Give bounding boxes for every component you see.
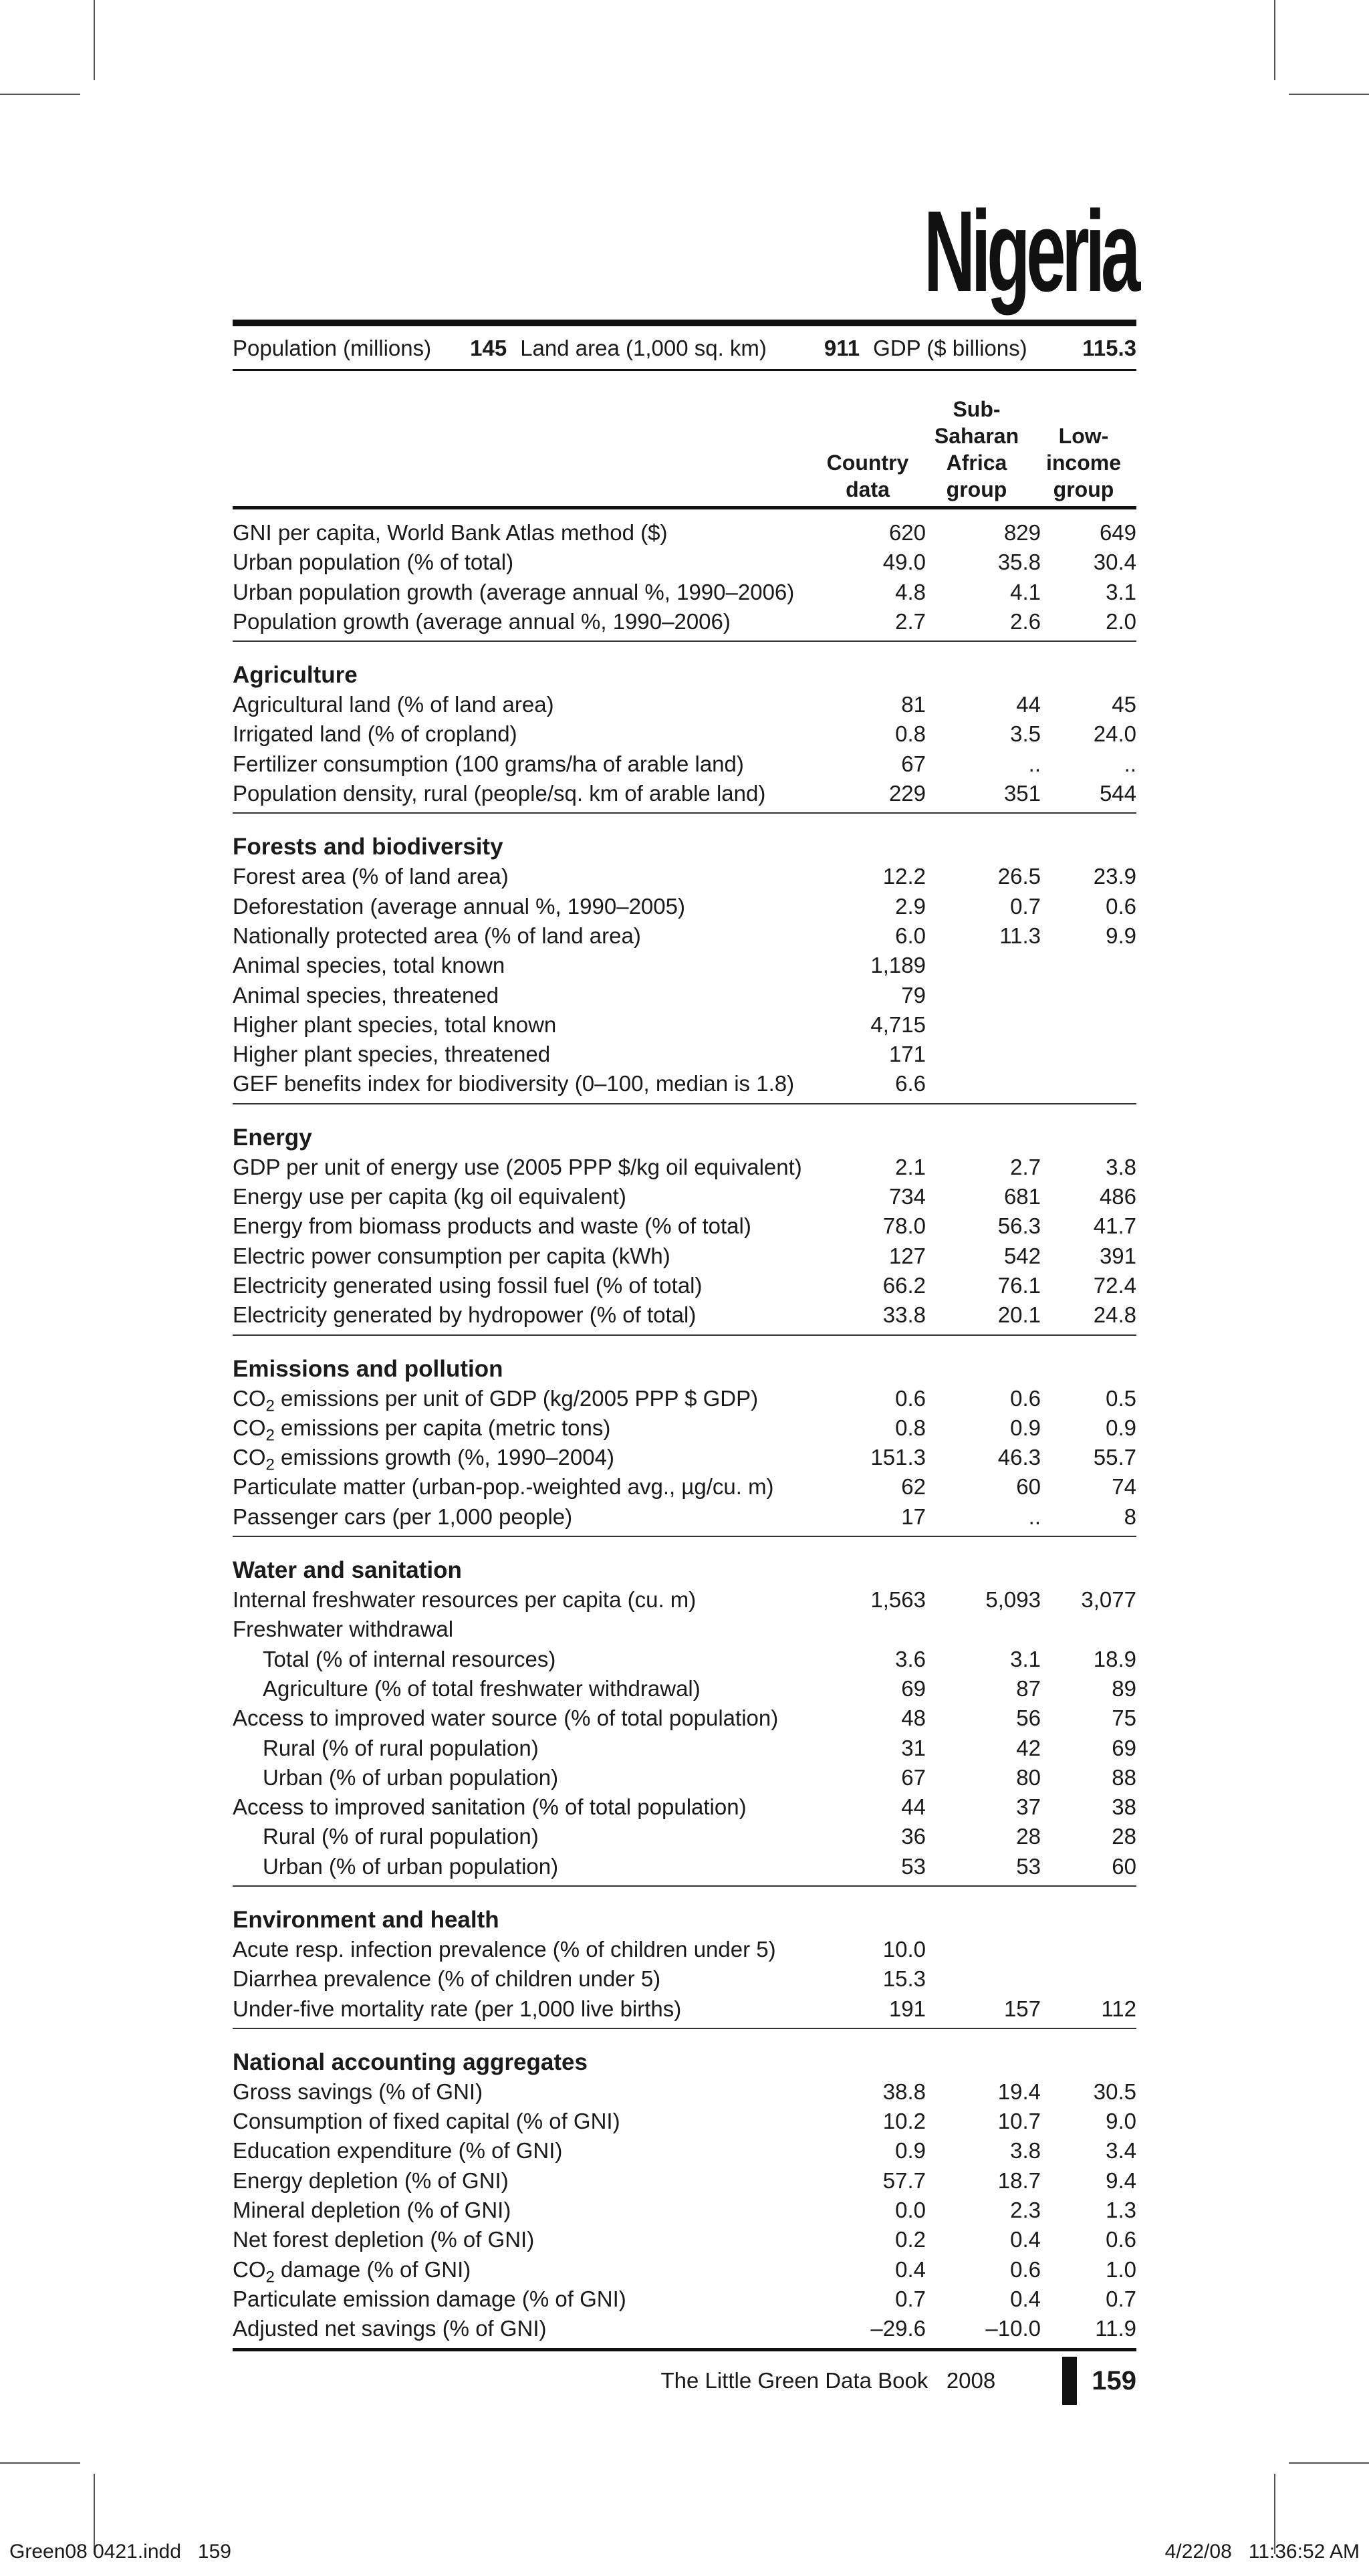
row-label: Energy use per capita (kg oil equivalent) [233, 1184, 626, 1209]
table-row [233, 1153, 1136, 1182]
row-label: Particulate matter (urban-pop.-weighted avg., µg/cu. m) [233, 1474, 774, 1500]
row-label: Mineral depletion (% of GNI) [233, 2198, 511, 2223]
row-value: 66.2 [882, 1272, 926, 1298]
row-value: 15.3 [882, 1966, 926, 1992]
table-row [233, 1645, 1136, 1674]
row-value: 48 [901, 1706, 926, 1731]
row-value: 44 [901, 1794, 926, 1820]
row-value [1041, 951, 1136, 980]
row-label: Agricultural land (% of land area) [233, 692, 554, 717]
table-row [233, 2166, 1136, 2196]
row-value: 57.7 [882, 2168, 926, 2193]
row-label: Education expenditure (% of GNI) [233, 2138, 563, 2163]
table-row [233, 1792, 1136, 1822]
table-row [233, 749, 1136, 779]
table-row [233, 719, 1136, 749]
section-title: Agriculture [233, 662, 358, 689]
row-value: 53 [901, 1853, 926, 1879]
row-value: 112 [1101, 1996, 1136, 2021]
column-header: Low- income group [1045, 424, 1122, 501]
row-value: 0.4 [895, 2256, 926, 2282]
row-label: Agriculture (% of total freshwater withdrawal) [263, 1675, 701, 1701]
page-number: 159 [1092, 2365, 1136, 2395]
row-label: Acute resp. infection prevalence (% of children under 5) [233, 1936, 776, 1962]
row-value: 8 [1124, 1504, 1136, 1529]
row-value [926, 1040, 1041, 1069]
crop-mark [1274, 0, 1275, 80]
row-value: 6.6 [895, 1071, 926, 1096]
row-value: 2.3 [1010, 2198, 1041, 2223]
table-row [233, 2314, 1136, 2343]
row-value [1041, 1069, 1136, 1098]
table-row [233, 1472, 1136, 1502]
row-value: 78.0 [882, 1213, 926, 1239]
row-label: Particulate emission damage (% of GNI) [233, 2286, 626, 2311]
row-value [1041, 1964, 1136, 1994]
row-label: Population growth (average annual %, 1990–2006) [233, 608, 731, 634]
table-row [233, 1994, 1136, 2024]
row-value: 33.8 [882, 1302, 926, 1328]
row-value: 18.7 [997, 2168, 1041, 2193]
row-value [926, 981, 1041, 1010]
summary-rule [233, 369, 1136, 371]
row-label: Irrigated land (% of cropland) [233, 721, 517, 747]
row-value: 67 [901, 751, 926, 776]
table-row [233, 2255, 1136, 2285]
data-table [233, 518, 1136, 2370]
section-title: Forests and biodiversity [233, 834, 503, 860]
row-value: 829 [1003, 520, 1041, 545]
table-row [233, 779, 1136, 808]
crop-mark [0, 94, 80, 95]
row-value: 55.7 [1093, 1445, 1136, 1470]
row-value: 9.0 [1106, 2109, 1136, 2134]
row-label: Deforestation (average annual %, 1990–2005) [233, 893, 685, 919]
row-value: 3.1 [1010, 1646, 1041, 1671]
row-value: .. [1028, 751, 1041, 776]
row-value: 80 [1016, 1764, 1041, 1790]
row-label: Animal species, threatened [233, 982, 499, 1008]
row-label: Access to improved sanitation (% of total population) [233, 1794, 747, 1820]
row-value: 171 [888, 1042, 926, 1067]
table-row [233, 1615, 1136, 1644]
row-label: Rural (% of rural population) [263, 1824, 539, 1849]
row-value: 3.8 [1010, 2138, 1041, 2163]
row-label: Electricity generated using fossil fuel (% of total) [233, 1272, 703, 1298]
row-value: 12.2 [882, 864, 926, 889]
row-value: 734 [888, 1184, 926, 1209]
row-value: .. [1028, 1504, 1041, 1529]
row-value: 0.9 [1010, 1415, 1041, 1440]
row-value [926, 1615, 1041, 1644]
table-row [233, 2285, 1136, 2314]
header-rule [233, 506, 1136, 509]
table-section [233, 1355, 1136, 1537]
row-value: 1,563 [870, 1587, 926, 1613]
row-label: $CO_2$ emissions growth (%, 1990–2004) [233, 1445, 614, 1473]
row-value [1041, 1010, 1136, 1040]
table-row [233, 2107, 1136, 2136]
row-label: Diarrhea prevalence (% of children under 5) [233, 1966, 661, 1992]
row-label: Urban population growth (average annual %, 1990–2006) [233, 579, 795, 604]
crop-mark [0, 2462, 80, 2464]
table-row [233, 548, 1136, 577]
row-value: 2.7 [895, 608, 926, 634]
section-title: Water and sanitation [233, 1557, 462, 1584]
page-title: Nigeria [923, 187, 1136, 316]
row-label: Passenger cars (per 1,000 people) [233, 1504, 573, 1529]
row-value: 681 [1003, 1184, 1041, 1209]
row-value: 18.9 [1093, 1646, 1136, 1671]
row-value: 1.3 [1106, 2198, 1136, 2223]
table-row [233, 1852, 1136, 1881]
column-header: Sub- Saharan Africa group [934, 397, 1019, 501]
row-value: 0.6 [1010, 2256, 1041, 2282]
row-value: 9.4 [1106, 2168, 1136, 2193]
table-row [233, 1211, 1136, 1241]
column-header: Country data [826, 451, 909, 501]
table-row [233, 1674, 1136, 1704]
row-value: 157 [1003, 1996, 1041, 2021]
row-label: Urban (% of urban population) [263, 1853, 559, 1879]
row-value: 49.0 [882, 550, 926, 575]
row-value [1041, 1615, 1136, 1644]
row-value: 3,077 [1081, 1587, 1136, 1613]
table-row [233, 1734, 1136, 1763]
row-value: 1,189 [870, 953, 926, 978]
row-value: 60 [1112, 1853, 1136, 1879]
row-value: 19.4 [997, 2079, 1041, 2104]
row-label: Energy from biomass products and waste (% of total) [233, 1213, 751, 1239]
row-value: 127 [888, 1243, 926, 1268]
row-value: 44 [1016, 692, 1041, 717]
table-row [233, 690, 1136, 719]
row-value: 72.4 [1093, 1272, 1136, 1298]
row-value: 0.6 [1106, 893, 1136, 919]
row-value: 67 [901, 1764, 926, 1790]
row-value: 229 [888, 781, 926, 806]
row-value: 2.6 [1010, 608, 1041, 634]
table-row [233, 578, 1136, 607]
crop-mark [1289, 2462, 1369, 2464]
row-value: 649 [1099, 520, 1136, 545]
row-value: 3.4 [1106, 2138, 1136, 2163]
row-value: .. [1124, 751, 1136, 776]
row-value: 0.8 [895, 1415, 926, 1440]
table-row [233, 2077, 1136, 2107]
table-row [233, 1242, 1136, 1271]
row-value: 544 [1099, 781, 1136, 806]
table-section [233, 2048, 1136, 2351]
book-title: The Little Green Data Book 2008 [660, 2368, 996, 2393]
section-title: Environment and health [233, 1906, 499, 1933]
row-value: 60 [1016, 1474, 1041, 1500]
section-title: National accounting aggregates [233, 2048, 588, 2075]
row-value: 351 [1003, 781, 1041, 806]
row-value: 0.0 [895, 2198, 926, 2223]
row-value [1041, 1040, 1136, 1069]
row-value: 46.3 [997, 1445, 1041, 1470]
row-label: Gross savings (% of GNI) [233, 2079, 483, 2104]
table-row [233, 1182, 1136, 1211]
row-value: 20.1 [997, 1302, 1041, 1328]
row-label: Internal freshwater resources per capita (cu. m) [233, 1587, 697, 1613]
row-value: 0.7 [1010, 893, 1041, 919]
row-value: –10.0 [985, 2316, 1041, 2341]
row-value: 151.3 [870, 1445, 926, 1470]
row-value: 76.1 [997, 1272, 1041, 1298]
row-label: Total (% of internal resources) [263, 1646, 556, 1671]
row-value: 10.7 [997, 2109, 1041, 2134]
table-row [233, 2225, 1136, 2254]
table-row [233, 1010, 1136, 1040]
row-value: 88 [1112, 1764, 1136, 1790]
table-row [233, 921, 1136, 951]
row-value: 26.5 [997, 864, 1041, 889]
table-section [233, 661, 1136, 814]
row-label: GDP per unit of energy use (2005 PPP $/kg oil equivalent) [233, 1154, 802, 1179]
row-label: Urban (% of urban population) [263, 1764, 559, 1790]
table-row [233, 607, 1136, 636]
row-value: 41.7 [1093, 1213, 1136, 1239]
row-value: 4.8 [895, 579, 926, 604]
row-value: 0.6 [1010, 1385, 1041, 1411]
row-value: 2.1 [895, 1154, 926, 1179]
row-value: 37 [1016, 1794, 1041, 1820]
row-value: 23.9 [1093, 864, 1136, 889]
row-value: 3.6 [895, 1646, 926, 1671]
crop-mark [1289, 94, 1369, 95]
table-row [233, 981, 1136, 1010]
row-value: 30.5 [1093, 2079, 1136, 2104]
row-label: Animal species, total known [233, 953, 505, 978]
summary-bar [233, 332, 1136, 365]
table-row [233, 1585, 1136, 1615]
table-row [233, 2136, 1136, 2165]
row-label: Higher plant species, total known [233, 1012, 557, 1037]
row-value: 42 [1016, 1735, 1041, 1760]
row-value: 11.3 [999, 923, 1041, 948]
row-value: 4,715 [870, 1012, 926, 1037]
row-value: 24.8 [1093, 1302, 1136, 1328]
table-row [233, 1502, 1136, 1532]
row-value: 6.0 [895, 923, 926, 948]
row-value: 542 [1003, 1243, 1041, 1268]
row-label: Under-five mortality rate (per 1,000 live births) [233, 1996, 682, 2021]
row-value: 69 [1112, 1735, 1136, 1760]
row-value: 0.7 [1106, 2286, 1136, 2311]
row-value: 0.9 [1106, 1415, 1136, 1440]
row-value: 69 [901, 1675, 926, 1701]
row-value: 31 [901, 1735, 926, 1760]
row-value: 5,093 [985, 1587, 1041, 1613]
print-slug-left: Green08 0421.indd 159 [9, 2541, 231, 2563]
row-label: Adjusted net savings (% of GNI) [233, 2316, 547, 2341]
row-label: $CO_2$ emissions per unit of GDP (kg/2005 PPP $ GDP) [233, 1385, 759, 1413]
row-value [926, 1010, 1041, 1040]
table-row [233, 1384, 1136, 1413]
section-title: Energy [233, 1124, 312, 1151]
table-row [233, 1822, 1136, 1851]
footer-bar [1062, 2357, 1077, 2405]
table-row [233, 1935, 1136, 1964]
row-label: Freshwater withdrawal [233, 1617, 454, 1642]
row-value: 35.8 [997, 550, 1041, 575]
column-headers [233, 389, 1136, 503]
row-label: Rural (% of rural population) [263, 1735, 539, 1760]
summary-label: Population (millions) [233, 336, 432, 360]
row-value: 0.4 [1010, 2227, 1041, 2252]
section-title: Emissions and pollution [233, 1355, 503, 1382]
row-label: GNI per capita, World Bank Atlas method ($) [233, 520, 668, 545]
table-row [233, 1271, 1136, 1300]
row-label: Energy depletion (% of GNI) [233, 2168, 509, 2193]
summary-value: 145 [470, 336, 507, 360]
table-row [233, 1704, 1136, 1733]
row-value: 620 [888, 520, 926, 545]
summary-value: 911 [824, 336, 860, 360]
row-value: 0.2 [895, 2227, 926, 2252]
row-value: 75 [1112, 1706, 1136, 1731]
row-value: 17 [901, 1504, 926, 1529]
row-value: 2.0 [1106, 608, 1136, 634]
row-label: Higher plant species, threatened [233, 1042, 551, 1067]
row-value: 45 [1112, 692, 1136, 717]
row-value: 4.1 [1010, 579, 1041, 604]
table-row [233, 518, 1136, 548]
summary-label: Land area (1,000 sq. km) [520, 336, 767, 360]
row-value [926, 1964, 1041, 1994]
row-label: Population density, rural (people/sq. km of arable land) [233, 781, 766, 806]
table-row [233, 1069, 1136, 1098]
row-value: 10.2 [882, 2109, 926, 2134]
table-row [233, 1040, 1136, 1069]
table-row [233, 1964, 1136, 1994]
row-value: 87 [1016, 1675, 1041, 1701]
row-label: $CO_2$ emissions per capita (metric tons) [233, 1415, 611, 1443]
row-value: 191 [888, 1996, 926, 2021]
row-value: 56.3 [997, 1213, 1041, 1239]
row-value: –29.6 [870, 2316, 926, 2341]
table-row [233, 1413, 1136, 1443]
row-value: 10.0 [882, 1936, 926, 1962]
table-row [233, 1300, 1136, 1330]
table-section [233, 1905, 1136, 2029]
row-label: Net forest depletion (% of GNI) [233, 2227, 535, 2252]
table-row [233, 892, 1136, 921]
row-value [1041, 1935, 1136, 1964]
row-value [926, 951, 1041, 980]
row-value: 79 [901, 982, 926, 1008]
row-value: 0.9 [895, 2138, 926, 2163]
row-value: 74 [1112, 1474, 1136, 1500]
summary-label: GDP ($ billions) [873, 336, 1027, 360]
row-label: Forest area (% of land area) [233, 864, 509, 889]
row-value: 0.7 [895, 2286, 926, 2311]
table-section [233, 1556, 1136, 1887]
row-label: Access to improved water source (% of total population) [233, 1706, 779, 1731]
row-label: Consumption of fixed capital (% of GNI) [233, 2109, 620, 2134]
table-row [233, 951, 1136, 980]
row-label: Fertilizer consumption (100 grams/ha of arable land) [233, 751, 744, 776]
row-value: 28 [1112, 1824, 1136, 1849]
row-value: 0.5 [1106, 1385, 1136, 1411]
table-row [233, 862, 1136, 891]
crop-mark [94, 0, 95, 80]
row-value [926, 1069, 1041, 1098]
print-slug-right: 4/22/08 11:36:52 AM [1164, 2541, 1360, 2563]
row-value: 36 [901, 1824, 926, 1849]
row-value: 391 [1099, 1243, 1136, 1268]
row-value: 0.8 [895, 721, 926, 747]
row-value: 11.9 [1095, 2316, 1136, 2341]
row-value: 0.4 [1010, 2286, 1041, 2311]
row-value: 30.4 [1093, 550, 1136, 575]
row-label: Electric power consumption per capita (kWh) [233, 1243, 670, 1268]
row-value: 9.9 [1106, 923, 1136, 948]
row-label: Urban population (% of total) [233, 550, 514, 575]
row-value: 53 [1016, 1853, 1041, 1879]
table-section [233, 832, 1136, 1104]
row-value: 1.0 [1106, 2256, 1136, 2282]
row-value: 3.1 [1106, 579, 1136, 604]
row-value [851, 1615, 926, 1644]
table-row [233, 2196, 1136, 2225]
row-value [1041, 981, 1136, 1010]
summary-value: 115.3 [1082, 336, 1136, 360]
row-label: Electricity generated by hydropower (% of total) [233, 1302, 697, 1328]
table-section [233, 1123, 1136, 1336]
row-label: Nationally protected area (% of land area) [233, 923, 641, 948]
row-value: 2.9 [895, 893, 926, 919]
row-value: 28 [1016, 1824, 1041, 1849]
intro-section [233, 518, 1136, 642]
row-value: 81 [901, 692, 926, 717]
row-value: 0.6 [895, 1385, 926, 1411]
row-value: 38 [1112, 1794, 1136, 1820]
row-label: $CO_2$ damage (% of GNI) [233, 2256, 471, 2285]
row-value: 3.8 [1106, 1154, 1136, 1179]
table-row [233, 1763, 1136, 1792]
row-value: 3.5 [1010, 721, 1041, 747]
row-value: 38.8 [882, 2079, 926, 2104]
row-value [926, 1935, 1041, 1964]
row-value: 0.6 [1106, 2227, 1136, 2252]
row-label: GEF benefits index for biodiversity (0–100, median is 1.8) [233, 1071, 795, 1096]
top-rule [233, 320, 1136, 326]
row-value: 486 [1099, 1184, 1136, 1209]
table-row [233, 1443, 1136, 1472]
row-value: 62 [901, 1474, 926, 1500]
row-value: 56 [1016, 1706, 1041, 1731]
row-value: 24.0 [1093, 721, 1136, 747]
page-footer [660, 2357, 1136, 2405]
row-value: 2.7 [1010, 1154, 1041, 1179]
row-value: 89 [1112, 1675, 1136, 1701]
